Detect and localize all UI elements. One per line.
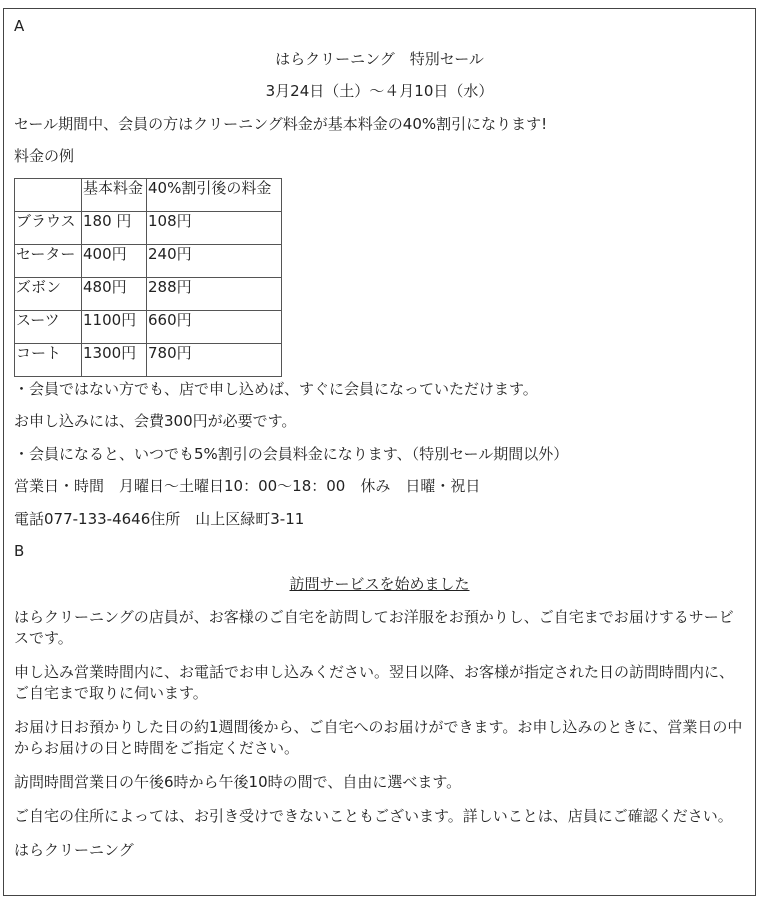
price-table bbox=[14, 178, 282, 377]
item-name-cell: セーター bbox=[15, 244, 82, 277]
sale-title: はらクリーニング 特別セール bbox=[275, 49, 484, 68]
membership-note-3: ・会員になると、いつでも5%割引の会員料金になります、（特別セール期間以外） bbox=[14, 444, 569, 463]
discount-price-cell: 108円 bbox=[147, 211, 282, 244]
membership-note-2: お申し込みには、会費300円が必要です。 bbox=[14, 412, 297, 430]
base-price-cell: 400円 bbox=[82, 244, 147, 277]
item-name-cell: スーツ bbox=[15, 310, 82, 343]
section-a bbox=[14, 16, 745, 529]
price-table-header-row bbox=[15, 178, 282, 211]
price-table-header-cell: 40%割引後の料金 bbox=[147, 178, 282, 211]
item-name-cell: ブラウス bbox=[15, 211, 82, 244]
delivery-info: お届け日お預かりした日の約1週間後から、ご自宅へのお届けができます。お申し込みのときに、営業日の中からお届けの日と時間をご指定ください。 bbox=[14, 718, 743, 757]
price-table-row bbox=[15, 211, 282, 244]
section-a-label: A bbox=[14, 17, 25, 35]
sale-intro: セール期間中、会員の方はクリーニング料金が基本料金の40%割引になります! bbox=[14, 114, 548, 133]
service-title: 訪問サービスを始めました bbox=[289, 575, 470, 593]
application-info: 申し込み営業時間内に、お電話でお申し込みください。翌日以降、お客様が指定された日の訪問時間内に、ご自宅まで取りに伺います。 bbox=[14, 663, 735, 702]
document-frame bbox=[3, 8, 756, 896]
discount-price-cell: 240円 bbox=[147, 244, 282, 277]
contact-info: 電話077-133-4646住所 山上区緑町3-11 bbox=[14, 509, 305, 528]
price-table-row bbox=[15, 244, 282, 277]
sale-dates: 3月24日（土）～４月10日（水） bbox=[265, 82, 494, 100]
discount-price-cell: 780円 bbox=[147, 343, 282, 376]
membership-note-1: ・会員ではない方でも、店で申し込めば、すぐに会員になっていただけます。 bbox=[14, 379, 538, 398]
section-b-label: B bbox=[14, 542, 25, 560]
base-price-cell: 480円 bbox=[82, 277, 147, 310]
discount-price-cell: 288円 bbox=[147, 277, 282, 310]
price-table-row bbox=[15, 343, 282, 376]
discount-price-cell: 660円 bbox=[147, 310, 282, 343]
price-example-label: 料金の例 bbox=[14, 147, 75, 165]
visit-time-info: 訪問時間営業日の午後6時から午後10時の間で、自由に選べます。 bbox=[14, 773, 462, 791]
base-price-cell: 180 円 bbox=[82, 211, 147, 244]
price-table-header-cell bbox=[15, 178, 82, 211]
base-price-cell: 1300円 bbox=[82, 343, 147, 376]
signature: はらクリーニング bbox=[14, 841, 134, 859]
address-note: ご自宅の住所によっては、お引き受けできないこともございます。詳しいことは、店員にご確認ください。 bbox=[14, 807, 733, 825]
item-name-cell: コート bbox=[15, 343, 82, 376]
price-table-header-cell: 基本料金 bbox=[82, 178, 147, 211]
service-description: はらクリーニングの店員が、お客様のご自宅を訪問してお洋服をお預かりし、ご自宅までお届けするサービスです。 bbox=[14, 608, 734, 647]
price-table-row bbox=[15, 310, 282, 343]
price-table-row bbox=[15, 277, 282, 310]
base-price-cell: 1100円 bbox=[82, 310, 147, 343]
business-hours: 営業日・時間 月曜日～土曜日10：00～18：00 休み 日曜・祝日 bbox=[14, 477, 481, 495]
section-b bbox=[14, 541, 745, 860]
item-name-cell: ズボン bbox=[15, 277, 82, 310]
